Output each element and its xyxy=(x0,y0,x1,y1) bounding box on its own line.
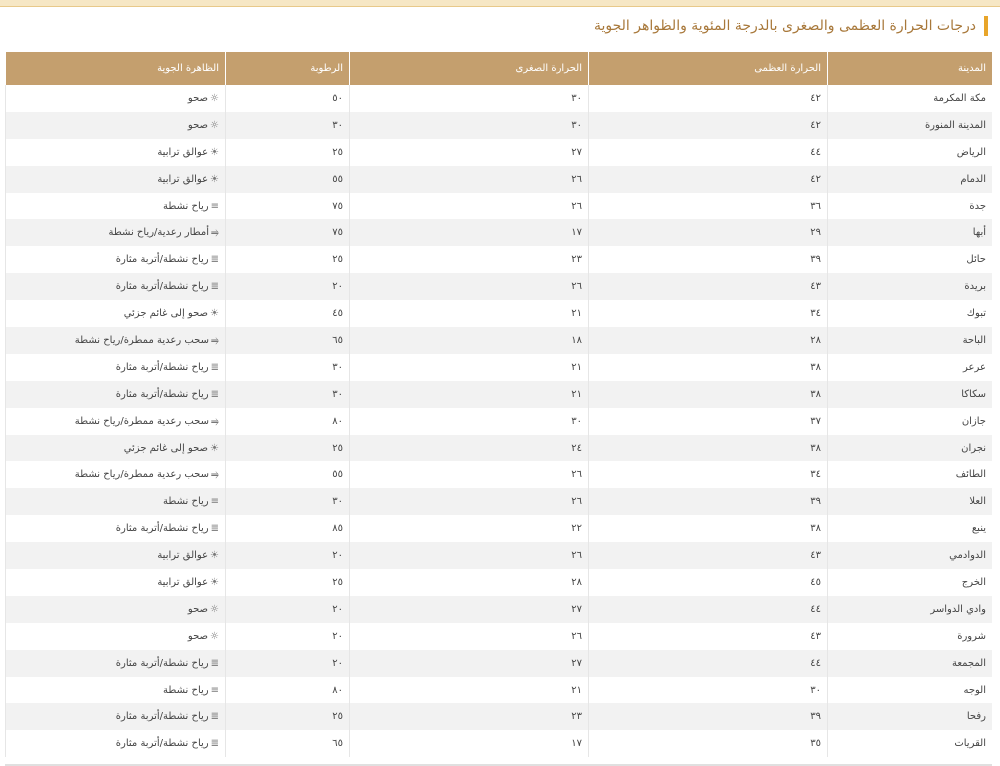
cell-humidity: ٣٠ xyxy=(226,112,350,139)
phenomenon-text: سحب رعدية ممطرة/رياح نشطة xyxy=(74,415,209,427)
top-strip xyxy=(0,0,1000,7)
phenomenon-text: صحو xyxy=(187,603,209,615)
wind-icon: ≡ xyxy=(210,496,219,508)
table-body xyxy=(6,85,993,757)
dust-icon: ☀ xyxy=(210,550,219,562)
cell-min-temp: ١٨ xyxy=(350,327,589,354)
cell-max-temp: ٣٠ xyxy=(589,677,828,704)
cell-max-temp: ٣٨ xyxy=(589,381,828,408)
phenomenon-text: رياح نشطة/أتربة مثارة xyxy=(115,738,209,750)
cell-humidity: ٢٥ xyxy=(226,246,350,273)
header-city: المدينة xyxy=(828,52,993,85)
cell-city: ينبع xyxy=(828,515,993,542)
thunder-wind-icon: ⥤ xyxy=(211,469,219,481)
cell-humidity: ٧٥ xyxy=(226,193,350,220)
table-row xyxy=(6,730,993,757)
cell-min-temp: ٣٠ xyxy=(350,408,589,435)
cell-min-temp: ٢٢ xyxy=(350,515,589,542)
cell-city: مكة المكرمة xyxy=(828,85,993,112)
cell-humidity: ٢٥ xyxy=(226,569,350,596)
cell-phenomenon xyxy=(6,408,226,435)
cell-min-temp: ٢٧ xyxy=(350,139,589,166)
cell-max-temp: ٣٥ xyxy=(589,730,828,757)
cell-max-temp: ٤٣ xyxy=(589,273,828,300)
cell-max-temp: ٤٤ xyxy=(589,596,828,623)
cell-phenomenon xyxy=(6,461,226,488)
wind-dust-icon: ≣ xyxy=(210,388,219,400)
cell-humidity: ٧٥ xyxy=(226,219,350,246)
cell-city: الرياض xyxy=(828,139,993,166)
cell-humidity: ٢٠ xyxy=(226,273,350,300)
cell-humidity: ٢٠ xyxy=(226,650,350,677)
cell-humidity: ٨٠ xyxy=(226,408,350,435)
phenomenon-text: صحو إلى غائم جزئي xyxy=(123,442,209,454)
cell-phenomenon xyxy=(6,112,226,139)
cell-phenomenon xyxy=(6,515,226,542)
header-max-temp: الحرارة العظمى xyxy=(589,52,828,85)
thunder-wind-icon: ⥤ xyxy=(211,334,219,346)
cell-phenomenon xyxy=(6,596,226,623)
cell-city: حائل xyxy=(828,246,993,273)
phenomenon-text: أمطار رعدية/رياح نشطة xyxy=(108,227,209,239)
cell-city: القريات xyxy=(828,730,993,757)
table-row xyxy=(6,461,993,488)
cell-phenomenon xyxy=(6,327,226,354)
cell-max-temp: ٣٩ xyxy=(589,488,828,515)
cell-max-temp: ٤٢ xyxy=(589,85,828,112)
cell-min-temp: ٢٦ xyxy=(350,193,589,220)
cell-min-temp: ٢٦ xyxy=(350,542,589,569)
cell-city: جازان xyxy=(828,408,993,435)
table-row xyxy=(6,488,993,515)
cell-min-temp: ٢٤ xyxy=(350,435,589,462)
cell-humidity: ٣٠ xyxy=(226,381,350,408)
cell-max-temp: ٤٥ xyxy=(589,569,828,596)
cell-city: الوجه xyxy=(828,677,993,704)
header-phenomenon: الظاهرة الجوية xyxy=(6,52,226,85)
weather-table-container xyxy=(5,52,992,757)
cell-max-temp: ٣٨ xyxy=(589,435,828,462)
cell-min-temp: ١٧ xyxy=(350,730,589,757)
sun-icon: ☼ xyxy=(210,603,219,615)
table-header-row xyxy=(6,52,993,85)
phenomenon-text: عوالق ترابية xyxy=(157,146,209,158)
cell-min-temp: ٢١ xyxy=(350,381,589,408)
thunder-wind-icon: ⥤ xyxy=(211,415,219,427)
cell-min-temp: ١٧ xyxy=(350,219,589,246)
phenomenon-text: رياح نشطة/أتربة مثارة xyxy=(115,361,209,373)
table-row xyxy=(6,408,993,435)
cell-min-temp: ٢٨ xyxy=(350,569,589,596)
cell-max-temp: ٤٣ xyxy=(589,623,828,650)
thunder-wind-icon: ⥤ xyxy=(211,227,219,239)
table-row xyxy=(6,354,993,381)
cell-min-temp: ٢٦ xyxy=(350,273,589,300)
wind-dust-icon: ≣ xyxy=(210,738,219,750)
cell-min-temp: ٢٦ xyxy=(350,461,589,488)
cell-city: تبوك xyxy=(828,300,993,327)
cell-phenomenon xyxy=(6,542,226,569)
cell-city: الدوادمي xyxy=(828,542,993,569)
phenomenon-text: رياح نشطة/أتربة مثارة xyxy=(115,254,209,266)
cell-max-temp: ٣٧ xyxy=(589,408,828,435)
table-row xyxy=(6,650,993,677)
section-header xyxy=(12,14,988,38)
cell-humidity: ٤٥ xyxy=(226,300,350,327)
phenomenon-text: عوالق ترابية xyxy=(157,173,209,185)
title-accent-bar xyxy=(984,16,988,36)
cell-max-temp: ٤٣ xyxy=(589,542,828,569)
cell-phenomenon xyxy=(6,85,226,112)
cell-max-temp: ٤٤ xyxy=(589,650,828,677)
cell-phenomenon xyxy=(6,193,226,220)
cell-city: العلا xyxy=(828,488,993,515)
cell-phenomenon xyxy=(6,166,226,193)
phenomenon-text: رياح نشطة/أتربة مثارة xyxy=(115,388,209,400)
cell-city: الطائف xyxy=(828,461,993,488)
cell-humidity: ٥٥ xyxy=(226,166,350,193)
cell-phenomenon xyxy=(6,219,226,246)
cell-min-temp: ٢٦ xyxy=(350,623,589,650)
cell-city: شرورة xyxy=(828,623,993,650)
cell-max-temp: ٤٤ xyxy=(589,139,828,166)
cell-phenomenon xyxy=(6,381,226,408)
table-row xyxy=(6,139,993,166)
cell-max-temp: ٣٩ xyxy=(589,246,828,273)
cell-phenomenon xyxy=(6,139,226,166)
wind-dust-icon: ≣ xyxy=(210,523,219,535)
cell-max-temp: ٤٢ xyxy=(589,112,828,139)
table-row xyxy=(6,219,993,246)
weather-table xyxy=(5,52,992,757)
cell-city: الخرج xyxy=(828,569,993,596)
sun-icon: ☼ xyxy=(210,630,219,642)
cell-min-temp: ٣٠ xyxy=(350,112,589,139)
wind-icon: ≡ xyxy=(210,200,219,212)
cell-max-temp: ٤٢ xyxy=(589,166,828,193)
table-row xyxy=(6,569,993,596)
cell-humidity: ٨٠ xyxy=(226,677,350,704)
phenomenon-text: رياح نشطة/أتربة مثارة xyxy=(115,281,209,293)
dust-icon: ☀ xyxy=(210,173,219,185)
phenomenon-text: صحو xyxy=(187,119,209,131)
sun-icon: ☼ xyxy=(210,119,219,131)
cell-humidity: ٨٥ xyxy=(226,515,350,542)
wind-dust-icon: ≣ xyxy=(210,657,219,669)
cell-phenomenon xyxy=(6,650,226,677)
cell-min-temp: ٢١ xyxy=(350,354,589,381)
phenomenon-text: عوالق ترابية xyxy=(157,550,209,562)
table-row xyxy=(6,596,993,623)
table-row xyxy=(6,300,993,327)
phenomenon-text: رياح نشطة xyxy=(163,200,209,212)
cell-phenomenon xyxy=(6,354,226,381)
table-row xyxy=(6,381,993,408)
cell-min-temp: ٢١ xyxy=(350,300,589,327)
cell-min-temp: ٢٧ xyxy=(350,596,589,623)
cell-city: الدمام xyxy=(828,166,993,193)
cell-max-temp: ٣٨ xyxy=(589,354,828,381)
phenomenon-text: رياح نشطة/أتربة مثارة xyxy=(115,657,209,669)
cell-max-temp: ٣٤ xyxy=(589,300,828,327)
cell-city: وادي الدواسر xyxy=(828,596,993,623)
header-min-temp: الحرارة الصغرى xyxy=(350,52,589,85)
dust-icon: ☀ xyxy=(210,146,219,158)
cell-humidity: ٣٠ xyxy=(226,354,350,381)
cell-phenomenon xyxy=(6,246,226,273)
phenomenon-text: صحو xyxy=(187,92,209,104)
cell-phenomenon xyxy=(6,435,226,462)
cell-phenomenon xyxy=(6,623,226,650)
cell-max-temp: ٣٤ xyxy=(589,461,828,488)
cell-city: الباحة xyxy=(828,327,993,354)
cell-phenomenon xyxy=(6,488,226,515)
cell-min-temp: ٢٦ xyxy=(350,488,589,515)
cell-max-temp: ٣٨ xyxy=(589,515,828,542)
table-row xyxy=(6,542,993,569)
phenomenon-text: رياح نشطة/أتربة مثارة xyxy=(115,523,209,535)
cell-humidity: ٢٠ xyxy=(226,623,350,650)
phenomenon-text: صحو xyxy=(187,630,209,642)
cell-city: سكاكا xyxy=(828,381,993,408)
dust-icon: ☀ xyxy=(210,576,219,588)
table-row xyxy=(6,246,993,273)
cell-min-temp: ٢٣ xyxy=(350,246,589,273)
cell-city: نجران xyxy=(828,435,993,462)
page-title: درجات الحرارة العظمى والصغرى بالدرجة المئوية والظواهر الجوية xyxy=(593,18,976,34)
cell-phenomenon xyxy=(6,300,226,327)
table-row xyxy=(6,677,993,704)
cell-city: جدة xyxy=(828,193,993,220)
phenomenon-text: سحب رعدية ممطرة/رياح نشطة xyxy=(74,469,209,481)
cell-humidity: ٢٥ xyxy=(226,139,350,166)
cell-min-temp: ٢٧ xyxy=(350,650,589,677)
wind-dust-icon: ≣ xyxy=(210,281,219,293)
table-row xyxy=(6,273,993,300)
cell-humidity: ٦٥ xyxy=(226,327,350,354)
cell-min-temp: ٣٠ xyxy=(350,85,589,112)
sun-icon: ☼ xyxy=(210,92,219,104)
partly-cloudy-icon: ☀ xyxy=(210,442,219,454)
cell-max-temp: ٢٩ xyxy=(589,219,828,246)
phenomenon-text: رياح نشطة xyxy=(163,684,209,696)
cell-min-temp: ٢٦ xyxy=(350,166,589,193)
cell-humidity: ٢٥ xyxy=(226,703,350,730)
cell-city: رفحا xyxy=(828,703,993,730)
cell-phenomenon xyxy=(6,569,226,596)
cell-humidity: ٢٥ xyxy=(226,435,350,462)
cell-phenomenon xyxy=(6,730,226,757)
table-row xyxy=(6,435,993,462)
cell-humidity: ٢٠ xyxy=(226,542,350,569)
table-row xyxy=(6,193,993,220)
phenomenon-text: رياح نشطة xyxy=(163,496,209,508)
cell-city: المدينة المنورة xyxy=(828,112,993,139)
cell-humidity: ٢٠ xyxy=(226,596,350,623)
cell-humidity: ٥٠ xyxy=(226,85,350,112)
cell-max-temp: ٣٩ xyxy=(589,703,828,730)
phenomenon-text: سحب رعدية ممطرة/رياح نشطة xyxy=(74,334,209,346)
wind-dust-icon: ≣ xyxy=(210,711,219,723)
table-row xyxy=(6,112,993,139)
cell-phenomenon xyxy=(6,703,226,730)
cell-humidity: ٦٥ xyxy=(226,730,350,757)
wind-dust-icon: ≣ xyxy=(210,361,219,373)
cell-max-temp: ٣٦ xyxy=(589,193,828,220)
cell-phenomenon xyxy=(6,677,226,704)
table-row xyxy=(6,327,993,354)
table-row xyxy=(6,85,993,112)
table-row xyxy=(6,515,993,542)
table-row xyxy=(6,166,993,193)
cell-city: أبها xyxy=(828,219,993,246)
phenomenon-text: عوالق ترابية xyxy=(157,576,209,588)
cell-min-temp: ٢٣ xyxy=(350,703,589,730)
phenomenon-text: رياح نشطة/أتربة مثارة xyxy=(115,711,209,723)
wind-icon: ≡ xyxy=(210,684,219,696)
cell-city: بريدة xyxy=(828,273,993,300)
cell-humidity: ٣٠ xyxy=(226,488,350,515)
cell-city: المجمعة xyxy=(828,650,993,677)
cell-max-temp: ٢٨ xyxy=(589,327,828,354)
wind-dust-icon: ≣ xyxy=(210,254,219,266)
table-row xyxy=(6,623,993,650)
cell-city: عرعر xyxy=(828,354,993,381)
cell-humidity: ٥٥ xyxy=(226,461,350,488)
cell-min-temp: ٢١ xyxy=(350,677,589,704)
table-row xyxy=(6,703,993,730)
partly-cloudy-icon: ☀ xyxy=(210,308,219,320)
cell-phenomenon xyxy=(6,273,226,300)
phenomenon-text: صحو إلى غائم جزئي xyxy=(123,308,209,320)
header-humidity: الرطوبة xyxy=(226,52,350,85)
